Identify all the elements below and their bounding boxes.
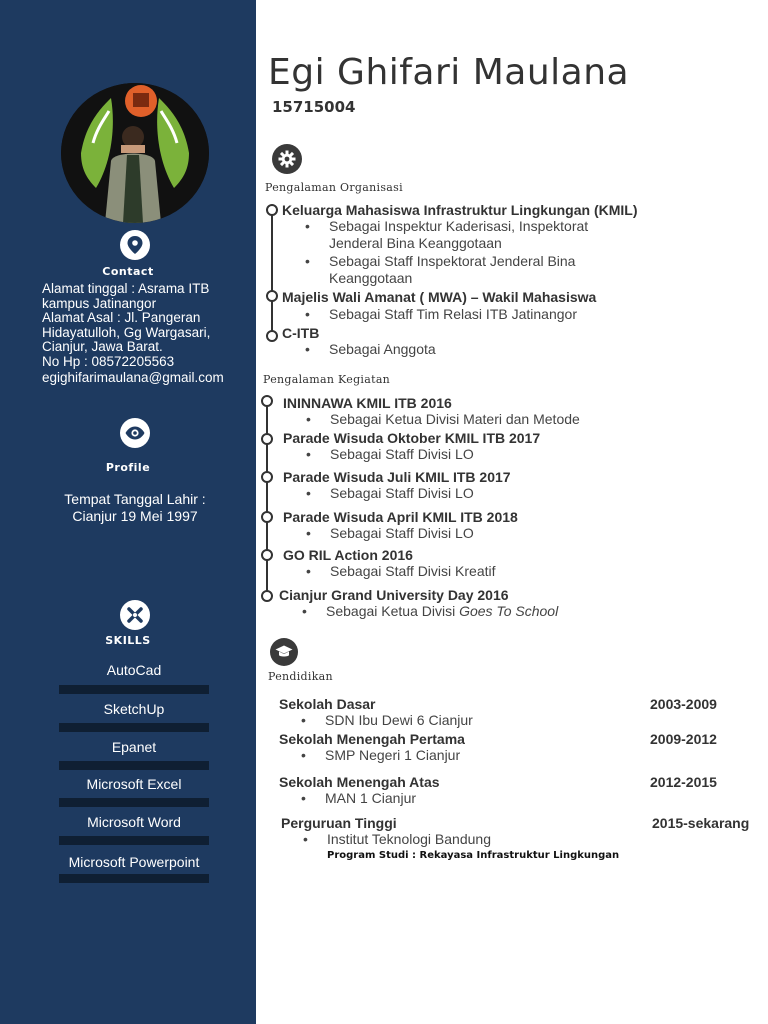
graduation-cap-icon [270, 638, 298, 666]
activity-bullet-italic: Goes To School [459, 603, 559, 619]
profile-birth-info [30, 491, 240, 525]
org-title: C-ITB [282, 325, 320, 341]
timeline-dot [261, 549, 273, 561]
timeline-dot [261, 433, 273, 445]
skill-bar [59, 761, 209, 770]
org-bullet: • Sebagai Staff Tim Relasi ITB Jatinangor [329, 306, 577, 323]
org-bullet: • Sebagai Inspektur Kaderisasi, Inspektorat Jenderal Bina Keanggotaan [329, 218, 619, 252]
birth-label: Tempat Tanggal Lahir : [64, 491, 206, 507]
edu-years: 2012-2015 [650, 774, 717, 790]
activity-title: ININNAWA KMIL ITB 2016 [283, 395, 452, 411]
timeline-line [266, 402, 268, 595]
timeline-dot [266, 204, 278, 216]
contact-heading: Contact [102, 265, 154, 278]
activity-title: GO RIL Action 2016 [283, 547, 413, 563]
edu-years: 2015-sekarang [652, 815, 750, 831]
activity-title: Cianjur Grand University Day 2016 [279, 587, 509, 603]
gear-icon [272, 144, 302, 174]
edu-program-note: Program Studi : Rekayasa Infrastruktur Lingkungan [327, 850, 620, 861]
birth-value: Cianjur 19 Mei 1997 [72, 508, 198, 524]
skill-bar [59, 874, 209, 883]
activity-bullet: • Sebagai Staff Divisi LO [330, 525, 474, 542]
activity-bullet [326, 603, 558, 620]
skill-bar [59, 836, 209, 845]
tools-icon [120, 600, 150, 630]
skill-sketchup: SketchUp [103, 701, 165, 717]
person-name: Egi Ghifari Maulana [268, 52, 630, 93]
org-title: Keluarga Mahasiswa Infrastruktur Lingkungan (KMIL) [282, 202, 638, 218]
contact-email: egighifarimaulana@gmail.com [42, 370, 224, 385]
contact-address-current: Alamat tinggal : Asrama ITB kampus Jatinangor [42, 281, 210, 311]
timeline-line [271, 210, 273, 336]
activity-bullet: • Sebagai Ketua Divisi Materi dan Metode [330, 411, 580, 428]
activity-bullet: • Sebagai Staff Divisi LO [330, 485, 474, 502]
profile-photo [61, 83, 209, 223]
contact-address-origin: Alamat Asal : Jl. Pangeran Hidayatulloh, Gg Wargasari, Cianjur, Jawa Barat. [42, 310, 211, 354]
skill-powerpoint: Microsoft Powerpoint [68, 854, 200, 870]
skill-bar [59, 798, 209, 807]
skill-excel: Microsoft Excel [86, 776, 182, 792]
skill-bar [59, 723, 209, 732]
edu-school: • Institut Teknologi Bandung [327, 831, 491, 848]
activity-bullet: • Sebagai Staff Divisi Kreatif [330, 563, 496, 580]
edu-level: Sekolah Menengah Atas [279, 774, 440, 790]
contact-phone: No Hp : 08572205563 [42, 353, 175, 369]
timeline-dot [261, 590, 273, 602]
timeline-dot [261, 471, 273, 483]
skills-heading: SKILLS [105, 634, 151, 647]
activity-bullet-text: Sebagai Ketua Divisi [326, 603, 460, 619]
timeline-dot [266, 330, 278, 342]
edu-level: Sekolah Dasar [279, 696, 376, 712]
edu-level: Perguruan Tinggi [281, 815, 397, 831]
activity-title: Parade Wisuda April KMIL ITB 2018 [283, 509, 518, 525]
edu-years: 2003-2009 [650, 696, 717, 712]
edu-school: • SDN Ibu Dewi 6 Cianjur [325, 712, 473, 729]
edu-years: 2009-2012 [650, 731, 717, 747]
org-bullet: • Sebagai Anggota [329, 341, 436, 358]
timeline-dot [261, 511, 273, 523]
org-title: Majelis Wali Amanat ( MWA) – Wakil Mahasiswa [282, 289, 597, 305]
eye-icon [120, 418, 150, 448]
timeline-dot [261, 395, 273, 407]
sidebar [0, 0, 256, 1024]
profile-heading: Profile [105, 461, 151, 474]
timeline-dot [266, 290, 278, 302]
edu-school: • SMP Negeri 1 Cianjur [325, 747, 460, 764]
org-bullet: • Sebagai Staff Inspektorat Jenderal Bina Keanggotaan [329, 253, 619, 287]
skill-bar [59, 685, 209, 694]
location-pin-icon [120, 230, 150, 260]
activity-bullet: • Sebagai Staff Divisi LO [330, 446, 474, 463]
contact-details [42, 282, 247, 386]
student-id: 15715004 [272, 98, 356, 116]
pendidikan-heading: Pendidikan [268, 670, 333, 683]
edu-school: • MAN 1 Cianjur [325, 790, 416, 807]
activity-title: Parade Wisuda Oktober KMIL ITB 2017 [283, 430, 541, 446]
organisasi-heading: Pengalaman Organisasi [265, 181, 403, 194]
skill-epanet: Epanet [111, 739, 157, 755]
edu-level: Sekolah Menengah Pertama [279, 731, 465, 747]
skill-word: Microsoft Word [87, 814, 181, 830]
skill-autocad: AutoCad [106, 662, 162, 678]
activity-title: Parade Wisuda Juli KMIL ITB 2017 [283, 469, 511, 485]
kegiatan-heading: Pengalaman Kegiatan [263, 373, 391, 386]
